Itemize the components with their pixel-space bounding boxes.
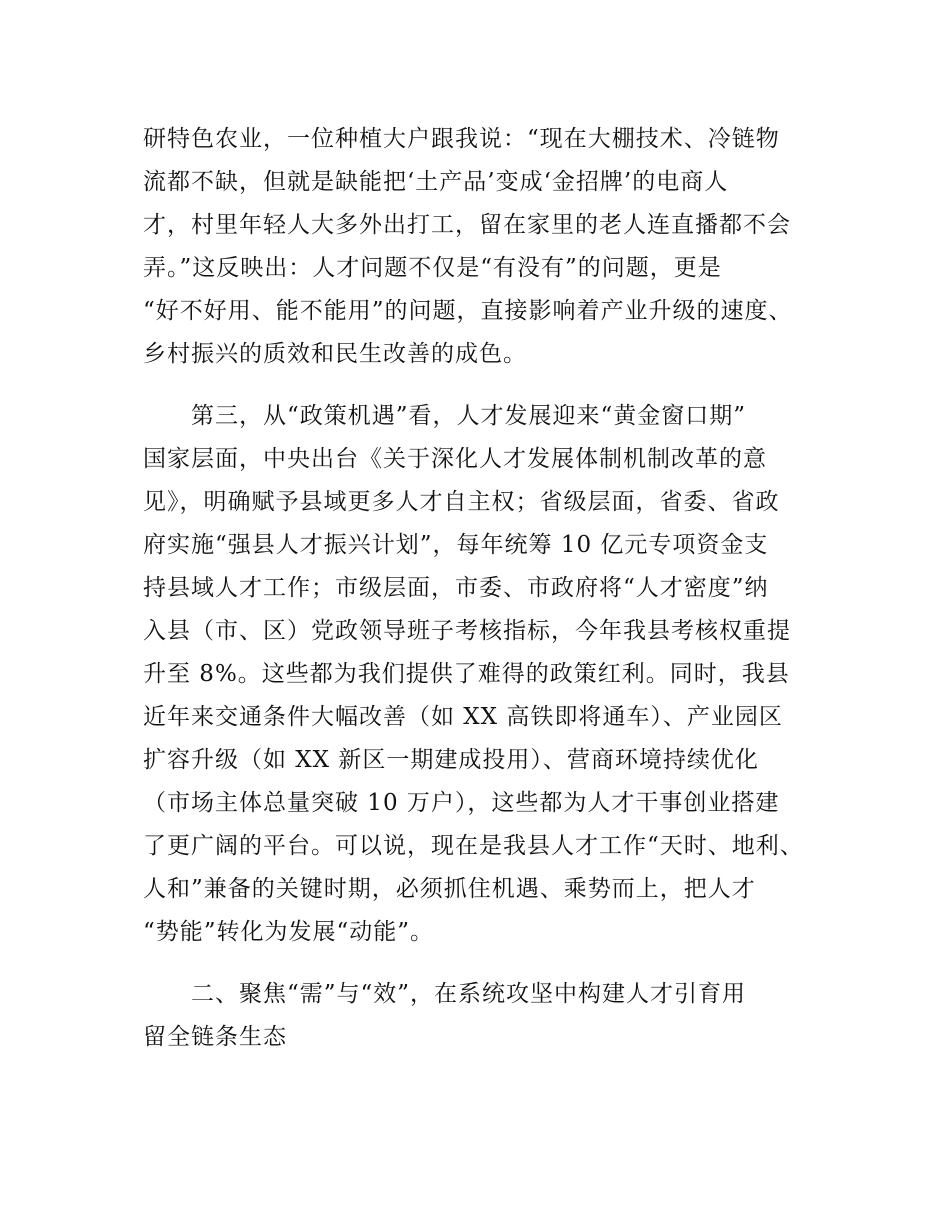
paragraph-spacer [143, 954, 823, 973]
paragraph-line: 第三，从“政策机遇”看，人才发展迎来“黄金窗口期” [191, 403, 747, 429]
heading-line: 留全链条生态 [143, 1024, 287, 1050]
paragraph-line: 近年来交通条件大幅改善（如 XX 高铁即将通车）、产业园区 [143, 704, 783, 730]
paragraph-policy-opportunity [143, 395, 823, 954]
paragraph-line: “好不好用、能不能用”的问题，直接影响着产业升级的速度、 [143, 298, 793, 324]
paragraph-rural-talent [143, 118, 823, 376]
paragraph-line: 见》，明确赋予县域更多人才自主权；省级层面，省委、省政 [143, 489, 780, 515]
paragraph-line: 扩容升级（如 XX 新区一期建成投用）、营商环境持续优化 [143, 747, 759, 773]
paragraph-line: 升至 8%。这些都为我们提供了难得的政策红利。同时，我县 [143, 661, 790, 687]
paragraph-line: 才，村里年轻人大多外出打工，留在家里的老人连直播都不会 [143, 212, 791, 238]
paragraph-line: 弄。”这反映出：人才问题不仅是“有没有”的问题，更是 [143, 255, 722, 281]
paragraph-line: 入县（市、区）党政领导班子考核指标，今年我县考核权重提 [143, 618, 791, 644]
paragraph-line: 研特色农业，一位种植大户跟我说：“现在大棚技术、冷链物 [143, 126, 780, 152]
paragraph-line: 乡村振兴的质效和民生改善的成色。 [143, 341, 527, 367]
paragraph-line: “势能”转化为发展“动能”。 [143, 919, 435, 945]
paragraph-line: 国家层面，中央出台《关于深化人才发展体制机制改革的意 [143, 446, 767, 472]
paragraph-line: 府实施“强县人才振兴计划”，每年统筹 10 亿元专项资金支 [143, 532, 769, 558]
paragraph-line: （市场主体总量突破 10 万户），这些都为人才干事创业搭建 [143, 790, 780, 816]
section-heading-2 [143, 973, 823, 1059]
heading-line: 二、聚焦“需”与“效”，在系统攻坚中构建人才引育用 [191, 981, 747, 1007]
paragraph-line: 流都不缺，但就是缺能把‘土产品’变成‘金招牌’的电商人 [143, 169, 729, 195]
paragraph-spacer [143, 376, 823, 395]
paragraph-line: 持县域人才工作；市级层面，市委、市政府将“人才密度”纳 [143, 575, 769, 601]
document-body [143, 118, 823, 1059]
paragraph-line: 了更广阔的平台。可以说，现在是我县人才工作“天时、地利、 [143, 833, 804, 859]
paragraph-line: 人和”兼备的关键时期，必须抓住机遇、乘势而上，把人才 [143, 876, 756, 902]
